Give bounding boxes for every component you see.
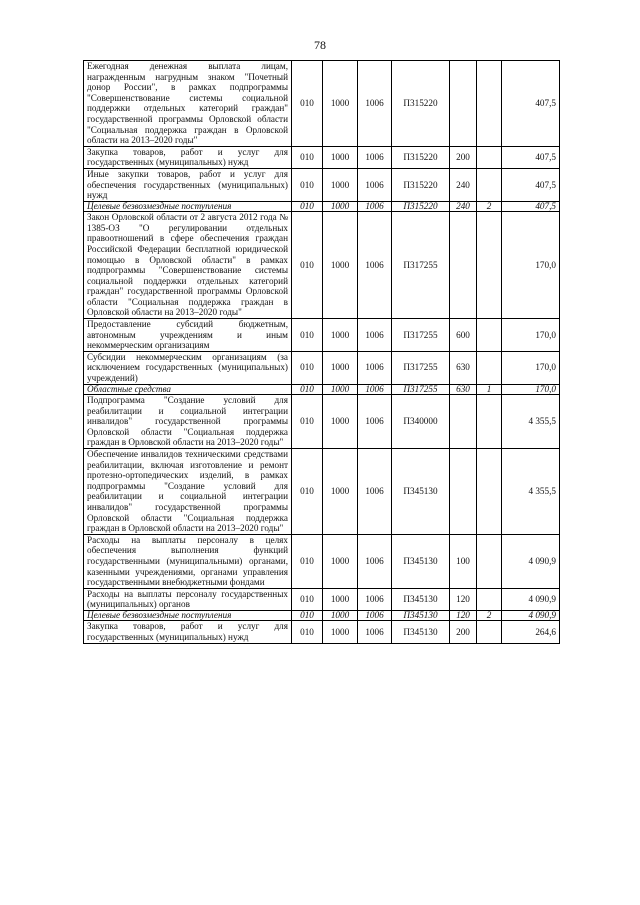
funding-source-cell [477, 449, 502, 535]
item-name-cell: Обеспечение инвалидов техническими средствами реабилитации, включая изготовление и ремонт протезно-ортопедических изделий, в рамках подпрограммы "Создание условий для реабилитации и социальной интеграции инвалидов" государственной программы Орловской области "Социальная поддержка граждан в Орловской области на 2013–2020 годы" [84, 449, 292, 535]
section-code-cell: 1000 [323, 61, 358, 147]
target-article-cell: П345130 [392, 588, 450, 610]
target-article-cell: П345130 [392, 621, 450, 643]
grbs-code-cell: 010 [292, 146, 323, 168]
section-code-cell: 1000 [323, 146, 358, 168]
table-row [84, 146, 560, 168]
section-code-cell: 1000 [323, 351, 358, 384]
funding-source-cell [477, 395, 502, 449]
table-row [84, 351, 560, 384]
amount-cell: 170,0 [502, 351, 560, 384]
subsection-code-cell: 1006 [358, 534, 392, 588]
item-name-cell: Целевые безвозмездные поступления [84, 201, 292, 211]
grbs-code-cell: 010 [292, 449, 323, 535]
expense-type-cell: 600 [450, 319, 477, 352]
budget-table [83, 60, 560, 644]
grbs-code-cell: 010 [292, 168, 323, 201]
funding-source-cell: 2 [477, 201, 502, 211]
expense-type-cell: 100 [450, 534, 477, 588]
table-row [84, 212, 560, 319]
page-number: 78 [314, 38, 326, 52]
amount-cell: 407,5 [502, 146, 560, 168]
table-row [84, 319, 560, 352]
expense-type-cell [450, 61, 477, 147]
section-code-cell: 1000 [323, 621, 358, 643]
subsection-code-cell: 1006 [358, 212, 392, 319]
item-name-cell: Закупка товаров, работ и услуг для государственных (муниципальных) нужд [84, 621, 292, 643]
item-name-cell: Целевые безвозмездные поступления [84, 610, 292, 620]
item-name-cell: Закупка товаров, работ и услуг для государственных (муниципальных) нужд [84, 146, 292, 168]
subsection-code-cell: 1006 [358, 168, 392, 201]
item-name-cell: Закон Орловской области от 2 августа 2012 года № 1385-ОЗ "О регулировании отдельных правоотношений в сфере обеспечения граждан Российской Федерации бесплатной юридической помощью в Орловской области" в рамках подпрограммы "Совершенствование системы социальной поддержки отдельных категорий граждан" государственной программы Орловской области "Социальная поддержка граждан в Орловской области на 2013–2020 годы" [84, 212, 292, 319]
table-row [84, 449, 560, 535]
funding-source-cell [477, 319, 502, 352]
funding-source-cell [477, 146, 502, 168]
amount-cell: 264,6 [502, 621, 560, 643]
grbs-code-cell: 010 [292, 534, 323, 588]
funding-source-cell [477, 168, 502, 201]
expense-type-cell: 200 [450, 146, 477, 168]
grbs-code-cell: 010 [292, 351, 323, 384]
funding-source-cell [477, 212, 502, 319]
funding-source-cell [477, 351, 502, 384]
expense-type-cell [450, 395, 477, 449]
funding-source-cell [477, 534, 502, 588]
funding-source-cell: 1 [477, 384, 502, 394]
target-article-cell: П315220 [392, 168, 450, 201]
section-code-cell: 1000 [323, 588, 358, 610]
funding-source-cell [477, 621, 502, 643]
grbs-code-cell: 010 [292, 610, 323, 620]
grbs-code-cell: 010 [292, 212, 323, 319]
grbs-code-cell: 010 [292, 61, 323, 147]
target-article-cell: П317255 [392, 319, 450, 352]
amount-cell: 4 090,9 [502, 610, 560, 620]
subsection-code-cell: 1006 [358, 588, 392, 610]
grbs-code-cell: 010 [292, 319, 323, 352]
section-code-cell: 1000 [323, 319, 358, 352]
expense-type-cell: 120 [450, 610, 477, 620]
target-article-cell: П317255 [392, 351, 450, 384]
amount-cell: 407,5 [502, 168, 560, 201]
target-article-cell: П315220 [392, 201, 450, 211]
table-row [84, 395, 560, 449]
target-article-cell: П315220 [392, 146, 450, 168]
amount-cell: 4 090,9 [502, 588, 560, 610]
target-article-cell: П345130 [392, 534, 450, 588]
grbs-code-cell: 010 [292, 384, 323, 394]
funding-source-cell: 2 [477, 610, 502, 620]
item-name-cell: Областные средства [84, 384, 292, 394]
target-article-cell: П345130 [392, 610, 450, 620]
expense-type-cell: 200 [450, 621, 477, 643]
table-row [84, 384, 560, 394]
expense-type-cell: 120 [450, 588, 477, 610]
expense-type-cell: 630 [450, 351, 477, 384]
section-code-cell: 1000 [323, 384, 358, 394]
subsection-code-cell: 1006 [358, 61, 392, 147]
expense-type-cell: 240 [450, 168, 477, 201]
section-code-cell: 1000 [323, 449, 358, 535]
amount-cell: 4 355,5 [502, 449, 560, 535]
funding-source-cell [477, 588, 502, 610]
subsection-code-cell: 1006 [358, 449, 392, 535]
target-article-cell: П340000 [392, 395, 450, 449]
item-name-cell: Ежегодная денежная выплата лицам, награжденным нагрудным знаком "Почетный донор России", в рамках подпрограммы "Совершенствование системы социальной поддержки отдельных категорий граждан" государственной программы Орловской области "Социальная поддержка граждан в Орловской области на 2013–2020 годы" [84, 61, 292, 147]
subsection-code-cell: 1006 [358, 319, 392, 352]
target-article-cell: П317255 [392, 212, 450, 319]
section-code-cell: 1000 [323, 534, 358, 588]
table-row [84, 168, 560, 201]
target-article-cell: П315220 [392, 61, 450, 147]
item-name-cell: Расходы на выплаты персоналу в целях обеспечения выполнения функций государственными (муниципальными) органами, казенными учреждениями, органами управления государственными внебюджетными фондами [84, 534, 292, 588]
section-code-cell: 1000 [323, 201, 358, 211]
item-name-cell: Подпрограмма "Создание условий для реабилитации и социальной интеграции инвалидов" государственной программы Орловской области "Социальная поддержка граждан в Орловской области на 2013–2020 годы" [84, 395, 292, 449]
amount-cell: 170,0 [502, 319, 560, 352]
target-article-cell: П317255 [392, 384, 450, 394]
amount-cell: 4 090,9 [502, 534, 560, 588]
grbs-code-cell: 010 [292, 588, 323, 610]
table-row [84, 621, 560, 643]
funding-source-cell [477, 61, 502, 147]
grbs-code-cell: 010 [292, 621, 323, 643]
table-row [84, 201, 560, 211]
amount-cell: 170,0 [502, 212, 560, 319]
subsection-code-cell: 1006 [358, 384, 392, 394]
subsection-code-cell: 1006 [358, 610, 392, 620]
amount-cell: 170,0 [502, 384, 560, 394]
section-code-cell: 1000 [323, 168, 358, 201]
expense-type-cell [450, 212, 477, 319]
table-row [84, 588, 560, 610]
grbs-code-cell: 010 [292, 395, 323, 449]
table-row [84, 610, 560, 620]
item-name-cell: Предоставление субсидий бюджетным, автономным учреждениям и иным некоммерческим организациям [84, 319, 292, 352]
table-row [84, 61, 560, 147]
expense-type-cell [450, 449, 477, 535]
section-code-cell: 1000 [323, 395, 358, 449]
subsection-code-cell: 1006 [358, 621, 392, 643]
amount-cell: 407,5 [502, 201, 560, 211]
amount-cell: 4 355,5 [502, 395, 560, 449]
section-code-cell: 1000 [323, 610, 358, 620]
amount-cell: 407,5 [502, 61, 560, 147]
section-code-cell: 1000 [323, 212, 358, 319]
subsection-code-cell: 1006 [358, 201, 392, 211]
table-body [84, 61, 560, 644]
subsection-code-cell: 1006 [358, 395, 392, 449]
item-name-cell: Расходы на выплаты персоналу государственных (муниципальных) органов [84, 588, 292, 610]
subsection-code-cell: 1006 [358, 146, 392, 168]
grbs-code-cell: 010 [292, 201, 323, 211]
expense-type-cell: 630 [450, 384, 477, 394]
expense-type-cell: 240 [450, 201, 477, 211]
item-name-cell: Иные закупки товаров, работ и услуг для обеспечения государственных (муниципальных) нужд [84, 168, 292, 201]
item-name-cell: Субсидии некоммерческим организациям (за исключением государственных (муниципальных) учреждений) [84, 351, 292, 384]
subsection-code-cell: 1006 [358, 351, 392, 384]
table-row [84, 534, 560, 588]
target-article-cell: П345130 [392, 449, 450, 535]
